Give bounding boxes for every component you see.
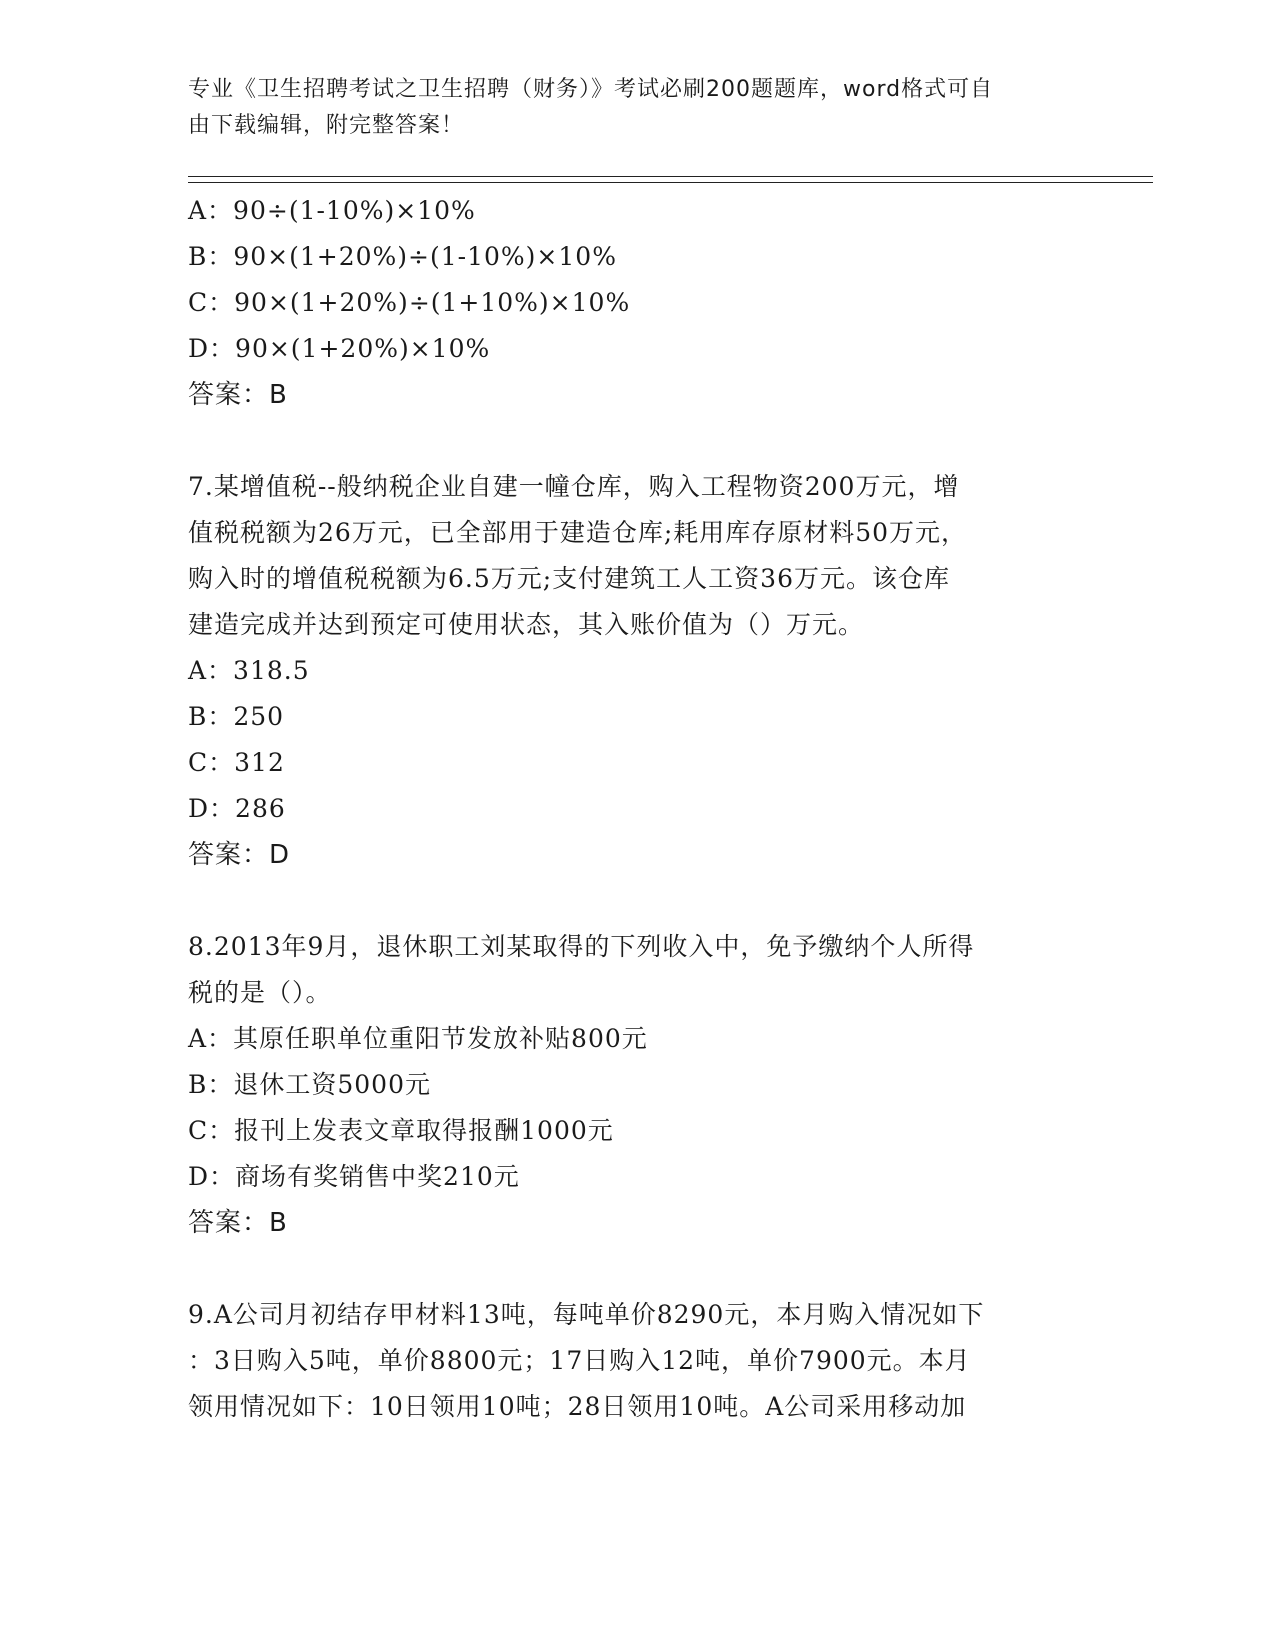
option-d: D：90×(1+20%)×10%	[188, 334, 491, 363]
header-divider-top	[188, 176, 1153, 177]
option-c: C：报刊上发表文章取得报酬1000元	[188, 1116, 614, 1145]
spacer	[188, 418, 1073, 464]
spacer	[188, 1246, 1073, 1292]
answer: 答案：D	[188, 840, 291, 870]
question-text-line: 领用情况如下：10日领用10吨；28日领用10吨。A公司采用移动加	[188, 1392, 967, 1421]
option-c: C：312	[188, 748, 285, 777]
option-c: C：90×(1+20%)÷(1+10%)×10%	[188, 288, 631, 317]
question-text-line: ：3日购入5吨，单价8800元；17日购入12吨，单价7900元。本月	[188, 1346, 971, 1375]
question-7	[188, 464, 1073, 878]
option-b: B：90×(1+20%)÷(1-10%)×10%	[188, 242, 617, 271]
option-b: B：250	[188, 702, 285, 731]
header-divider-bottom	[188, 182, 1153, 183]
question-text-line: 9.A公司月初结存甲材料13吨，每吨单价8290元，本月购入情况如下	[188, 1300, 985, 1329]
question-text-line: 7.某增值税--般纳税企业自建一幢仓库，购入工程物资200万元，增	[188, 472, 960, 501]
question-9	[188, 1292, 1073, 1430]
header-line-1: 专业《卫生招聘考试之卫生招聘（财务）》考试必刷200题题库，word格式可自	[188, 77, 994, 102]
option-b: B：退休工资5000元	[188, 1070, 431, 1099]
option-a: A：90÷(1-10%)×10%	[188, 196, 476, 225]
question-8	[188, 924, 1073, 1246]
option-d: D：286	[188, 794, 286, 823]
question-text-line: 购入时的增值税税额为6.5万元;支付建筑工人工资36万元。该仓库	[188, 564, 950, 593]
document-body	[188, 188, 1073, 1430]
option-a: A：其原任职单位重阳节发放补贴800元	[188, 1024, 648, 1053]
document-header	[188, 72, 1068, 144]
question-text-line: 值税税额为26万元，已全部用于建造仓库;耗用库存原材料50万元，	[188, 518, 968, 547]
option-d: D：商场有奖销售中奖210元	[188, 1162, 520, 1191]
question-6	[188, 188, 1073, 418]
question-text-line: 税的是（）。	[188, 978, 332, 1007]
option-a: A：318.5	[188, 656, 310, 685]
question-text-line: 建造完成并达到预定可使用状态，其入账价值为（）万元。	[188, 610, 865, 639]
answer: 答案：B	[188, 380, 288, 410]
spacer	[188, 878, 1073, 924]
header-line-2: 由下载编辑，附完整答案！	[188, 113, 465, 138]
question-text-line: 8.2013年9月，退休职工刘某取得的下列收入中，免予缴纳个人所得	[188, 932, 975, 961]
answer: 答案：B	[188, 1208, 288, 1238]
